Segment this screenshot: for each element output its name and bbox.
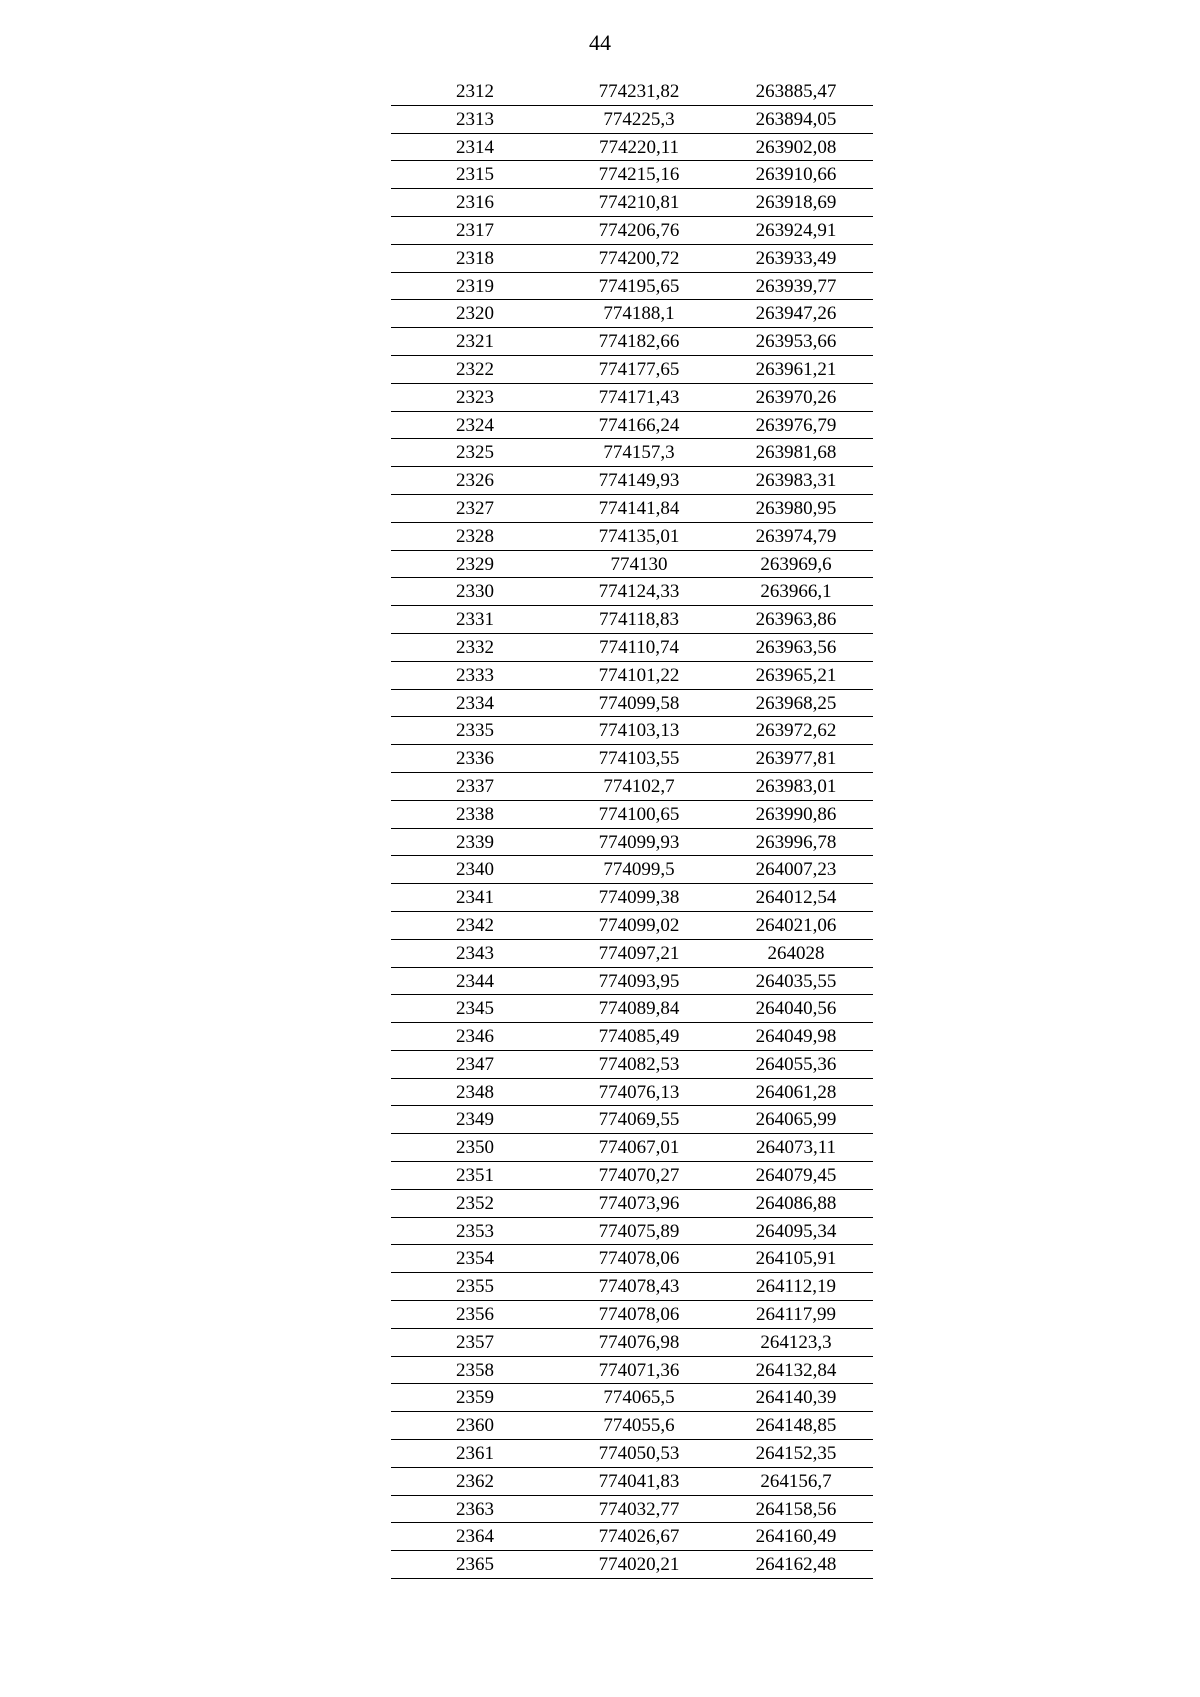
- table-row: [391, 1162, 873, 1190]
- y-coordinate-cell: 263924,91: [755, 219, 837, 241]
- table-row: [391, 1051, 873, 1079]
- table-row: [391, 634, 873, 662]
- y-coordinate-cell: 264132,84: [755, 1359, 837, 1381]
- x-coordinate-cell: 774099,58: [598, 692, 680, 714]
- y-coordinate-cell: 264160,49: [755, 1526, 837, 1548]
- point-number-cell: 2331: [456, 609, 494, 631]
- point-number-cell: 2362: [456, 1470, 494, 1492]
- point-number-cell: 2319: [456, 275, 494, 297]
- point-number-cell: 2327: [456, 497, 494, 519]
- x-coordinate-cell: 774149,93: [598, 470, 680, 492]
- point-number-cell: 2361: [456, 1443, 494, 1465]
- table-row: [391, 1134, 873, 1162]
- y-coordinate-cell: 264152,35: [755, 1443, 837, 1465]
- x-coordinate-cell: 774124,33: [598, 581, 680, 603]
- table-row: [391, 745, 873, 773]
- x-coordinate-cell: 774076,98: [598, 1331, 680, 1353]
- point-number-cell: 2350: [456, 1137, 494, 1159]
- y-coordinate-cell: 264049,98: [755, 1026, 837, 1048]
- x-coordinate-cell: 774065,5: [603, 1387, 675, 1409]
- y-coordinate-cell: 263953,66: [755, 331, 837, 353]
- table-row: [391, 495, 873, 523]
- x-coordinate-cell: 774130: [610, 553, 668, 575]
- table-row: [391, 912, 873, 940]
- point-number-cell: 2343: [456, 942, 494, 964]
- x-coordinate-cell: 774157,3: [603, 442, 675, 464]
- x-coordinate-cell: 774177,65: [598, 358, 680, 380]
- x-coordinate-cell: 774073,96: [598, 1192, 680, 1214]
- point-number-cell: 2336: [456, 748, 494, 770]
- point-number-cell: 2356: [456, 1304, 494, 1326]
- table-row: [391, 1218, 873, 1246]
- x-coordinate-cell: 774103,55: [598, 748, 680, 770]
- point-number-cell: 2363: [456, 1498, 494, 1520]
- y-coordinate-cell: 264162,48: [755, 1554, 837, 1576]
- point-number-cell: 2353: [456, 1220, 494, 1242]
- table-row: [391, 1273, 873, 1301]
- point-number-cell: 2352: [456, 1192, 494, 1214]
- point-number-cell: 2340: [456, 859, 494, 881]
- y-coordinate-cell: 263976,79: [755, 414, 837, 436]
- point-number-cell: 2312: [456, 81, 494, 102]
- table-row: [391, 1468, 873, 1496]
- table-row: [391, 606, 873, 634]
- table-row: [391, 273, 873, 301]
- table-row: [391, 1023, 873, 1051]
- x-coordinate-cell: 774200,72: [598, 247, 680, 269]
- point-number-cell: 2338: [456, 803, 494, 825]
- x-coordinate-cell: 774195,65: [598, 275, 680, 297]
- y-coordinate-cell: 263966,1: [760, 581, 832, 603]
- table-row: [391, 467, 873, 495]
- y-coordinate-cell: 264007,23: [755, 859, 837, 881]
- point-number-cell: 2354: [456, 1248, 494, 1270]
- table-row: [391, 1551, 873, 1579]
- x-coordinate-cell: 774069,55: [598, 1109, 680, 1131]
- point-number-cell: 2358: [456, 1359, 494, 1381]
- table-row: [391, 300, 873, 328]
- point-number-cell: 2359: [456, 1387, 494, 1409]
- y-coordinate-cell: 264140,39: [755, 1387, 837, 1409]
- x-coordinate-cell: 774231,82: [598, 81, 680, 102]
- x-coordinate-cell: 774166,24: [598, 414, 680, 436]
- table-row: [391, 1496, 873, 1524]
- y-coordinate-cell: 264112,19: [755, 1276, 837, 1298]
- y-coordinate-cell: 263983,31: [755, 470, 837, 492]
- y-coordinate-cell: 263963,56: [755, 636, 837, 658]
- y-coordinate-cell: 263974,79: [755, 525, 837, 547]
- y-coordinate-cell: 264148,85: [755, 1415, 837, 1437]
- y-coordinate-cell: 263902,08: [755, 136, 837, 158]
- table-row: [391, 134, 873, 162]
- point-number-cell: 2328: [456, 525, 494, 547]
- y-coordinate-cell: 264158,56: [755, 1498, 837, 1520]
- y-coordinate-cell: 263910,66: [755, 164, 837, 186]
- y-coordinate-cell: 263965,21: [755, 664, 837, 686]
- table-row: [391, 801, 873, 829]
- table-row: [391, 829, 873, 857]
- point-number-cell: 2334: [456, 692, 494, 714]
- point-number-cell: 2357: [456, 1331, 494, 1353]
- x-coordinate-cell: 774102,7: [603, 775, 675, 797]
- point-number-cell: 2323: [456, 386, 494, 408]
- y-coordinate-cell: 264065,99: [755, 1109, 837, 1131]
- table-row: [391, 384, 873, 412]
- x-coordinate-cell: 774070,27: [598, 1165, 680, 1187]
- x-coordinate-cell: 774082,53: [598, 1053, 680, 1075]
- point-number-cell: 2325: [456, 442, 494, 464]
- x-coordinate-cell: 774225,3: [603, 108, 675, 130]
- x-coordinate-cell: 774085,49: [598, 1026, 680, 1048]
- point-number-cell: 2360: [456, 1415, 494, 1437]
- table-row: [391, 1106, 873, 1134]
- point-number-cell: 2333: [456, 664, 494, 686]
- y-coordinate-cell: 263947,26: [755, 303, 837, 325]
- x-coordinate-cell: 774141,84: [598, 497, 680, 519]
- table-row: [391, 940, 873, 968]
- y-coordinate-cell: 264156,7: [760, 1470, 832, 1492]
- table-row: [391, 412, 873, 440]
- table-row: [391, 245, 873, 273]
- table-row: [391, 773, 873, 801]
- x-coordinate-cell: 774182,66: [598, 331, 680, 353]
- x-coordinate-cell: 774206,76: [598, 219, 680, 241]
- y-coordinate-cell: 263970,26: [755, 386, 837, 408]
- x-coordinate-cell: 774099,38: [598, 887, 680, 909]
- table-row: [391, 1357, 873, 1385]
- point-number-cell: 2335: [456, 720, 494, 742]
- x-coordinate-cell: 774103,13: [598, 720, 680, 742]
- x-coordinate-cell: 774076,13: [598, 1081, 680, 1103]
- x-coordinate-cell: 774118,83: [598, 609, 680, 631]
- y-coordinate-cell: 263939,77: [755, 275, 837, 297]
- y-coordinate-cell: 264012,54: [755, 887, 837, 909]
- x-coordinate-cell: 774101,22: [598, 664, 680, 686]
- x-coordinate-cell: 774220,11: [598, 136, 680, 158]
- table-row: [391, 1523, 873, 1551]
- x-coordinate-cell: 774067,01: [598, 1137, 680, 1159]
- point-number-cell: 2364: [456, 1526, 494, 1548]
- point-number-cell: 2337: [456, 775, 494, 797]
- y-coordinate-cell: 264105,91: [755, 1248, 837, 1270]
- point-number-cell: 2341: [456, 887, 494, 909]
- point-number-cell: 2316: [456, 192, 494, 214]
- point-number-cell: 2344: [456, 970, 494, 992]
- y-coordinate-cell: 264117,99: [755, 1304, 837, 1326]
- point-number-cell: 2351: [456, 1165, 494, 1187]
- table-row: [391, 551, 873, 579]
- table-row: [391, 356, 873, 384]
- table-row: [391, 1301, 873, 1329]
- y-coordinate-cell: 263972,62: [755, 720, 837, 742]
- point-number-cell: 2322: [456, 358, 494, 380]
- point-number-cell: 2324: [456, 414, 494, 436]
- x-coordinate-cell: 774089,84: [598, 998, 680, 1020]
- table-row: [391, 161, 873, 189]
- x-coordinate-cell: 774099,5: [603, 859, 675, 881]
- y-coordinate-cell: 263983,01: [755, 775, 837, 797]
- y-coordinate-cell: 264055,36: [755, 1053, 837, 1075]
- table-row: [391, 578, 873, 606]
- table-row: [391, 690, 873, 718]
- x-coordinate-cell: 774026,67: [598, 1526, 680, 1548]
- table-row: [391, 968, 873, 996]
- point-number-cell: 2342: [456, 914, 494, 936]
- table-row: [391, 856, 873, 884]
- point-number-cell: 2345: [456, 998, 494, 1020]
- table-row: [391, 1245, 873, 1273]
- table-row: [391, 884, 873, 912]
- table-row: [391, 78, 873, 106]
- y-coordinate-cell: 263990,86: [755, 803, 837, 825]
- x-coordinate-cell: 774093,95: [598, 970, 680, 992]
- table-row: [391, 1412, 873, 1440]
- table-row: [391, 106, 873, 134]
- y-coordinate-cell: 263981,68: [755, 442, 837, 464]
- y-coordinate-cell: 263885,47: [755, 81, 837, 102]
- x-coordinate-cell: 774041,83: [598, 1470, 680, 1492]
- point-number-cell: 2329: [456, 553, 494, 575]
- point-number-cell: 2315: [456, 164, 494, 186]
- y-coordinate-cell: 264028: [767, 942, 825, 964]
- point-number-cell: 2317: [456, 219, 494, 241]
- point-number-cell: 2365: [456, 1554, 494, 1576]
- coordinates-table: [391, 78, 873, 1579]
- x-coordinate-cell: 774032,77: [598, 1498, 680, 1520]
- point-number-cell: 2346: [456, 1026, 494, 1048]
- y-coordinate-cell: 263933,49: [755, 247, 837, 269]
- point-number-cell: 2332: [456, 636, 494, 658]
- x-coordinate-cell: 774099,02: [598, 914, 680, 936]
- y-coordinate-cell: 263977,81: [755, 748, 837, 770]
- table-row: [391, 717, 873, 745]
- y-coordinate-cell: 263996,78: [755, 831, 837, 853]
- x-coordinate-cell: 774078,06: [598, 1248, 680, 1270]
- point-number-cell: 2320: [456, 303, 494, 325]
- x-coordinate-cell: 774055,6: [603, 1415, 675, 1437]
- point-number-cell: 2313: [456, 108, 494, 130]
- y-coordinate-cell: 264123,3: [760, 1331, 832, 1353]
- y-coordinate-cell: 263968,25: [755, 692, 837, 714]
- table-row: [391, 1190, 873, 1218]
- y-coordinate-cell: 264073,11: [755, 1137, 837, 1159]
- y-coordinate-cell: 263918,69: [755, 192, 837, 214]
- x-coordinate-cell: 774075,89: [598, 1220, 680, 1242]
- y-coordinate-cell: 264040,56: [755, 998, 837, 1020]
- y-coordinate-cell: 263969,6: [760, 553, 832, 575]
- page-number: 44: [589, 30, 611, 55]
- x-coordinate-cell: 774215,16: [598, 164, 680, 186]
- point-number-cell: 2318: [456, 247, 494, 269]
- x-coordinate-cell: 774078,06: [598, 1304, 680, 1326]
- x-coordinate-cell: 774171,43: [598, 386, 680, 408]
- point-number-cell: 2349: [456, 1109, 494, 1131]
- point-number-cell: 2347: [456, 1053, 494, 1075]
- x-coordinate-cell: 774050,53: [598, 1443, 680, 1465]
- y-coordinate-cell: 263980,95: [755, 497, 837, 519]
- table-row: [391, 439, 873, 467]
- table-row: [391, 1329, 873, 1357]
- table-row: [391, 328, 873, 356]
- y-coordinate-cell: 264021,06: [755, 914, 837, 936]
- point-number-cell: 2314: [456, 136, 494, 158]
- x-coordinate-cell: 774099,93: [598, 831, 680, 853]
- y-coordinate-cell: 264086,88: [755, 1192, 837, 1214]
- y-coordinate-cell: 263894,05: [755, 108, 837, 130]
- point-number-cell: 2321: [456, 331, 494, 353]
- x-coordinate-cell: 774188,1: [603, 303, 675, 325]
- table-row: [391, 523, 873, 551]
- x-coordinate-cell: 774020,21: [598, 1554, 680, 1576]
- y-coordinate-cell: 263961,21: [755, 358, 837, 380]
- y-coordinate-cell: 263963,86: [755, 609, 837, 631]
- table-row: [391, 217, 873, 245]
- x-coordinate-cell: 774071,36: [598, 1359, 680, 1381]
- point-number-cell: 2326: [456, 470, 494, 492]
- x-coordinate-cell: 774100,65: [598, 803, 680, 825]
- table-row: [391, 1440, 873, 1468]
- table-row: [391, 1079, 873, 1107]
- y-coordinate-cell: 264095,34: [755, 1220, 837, 1242]
- table-row: [391, 995, 873, 1023]
- y-coordinate-cell: 264079,45: [755, 1165, 837, 1187]
- point-number-cell: 2330: [456, 581, 494, 603]
- point-number-cell: 2348: [456, 1081, 494, 1103]
- x-coordinate-cell: 774078,43: [598, 1276, 680, 1298]
- x-coordinate-cell: 774097,21: [598, 942, 680, 964]
- table-row: [391, 662, 873, 690]
- point-number-cell: 2339: [456, 831, 494, 853]
- table-row: [391, 189, 873, 217]
- table-row: [391, 1384, 873, 1412]
- y-coordinate-cell: 264061,28: [755, 1081, 837, 1103]
- x-coordinate-cell: 774210,81: [598, 192, 680, 214]
- x-coordinate-cell: 774135,01: [598, 525, 680, 547]
- x-coordinate-cell: 774110,74: [598, 636, 680, 658]
- point-number-cell: 2355: [456, 1276, 494, 1298]
- y-coordinate-cell: 264035,55: [755, 970, 837, 992]
